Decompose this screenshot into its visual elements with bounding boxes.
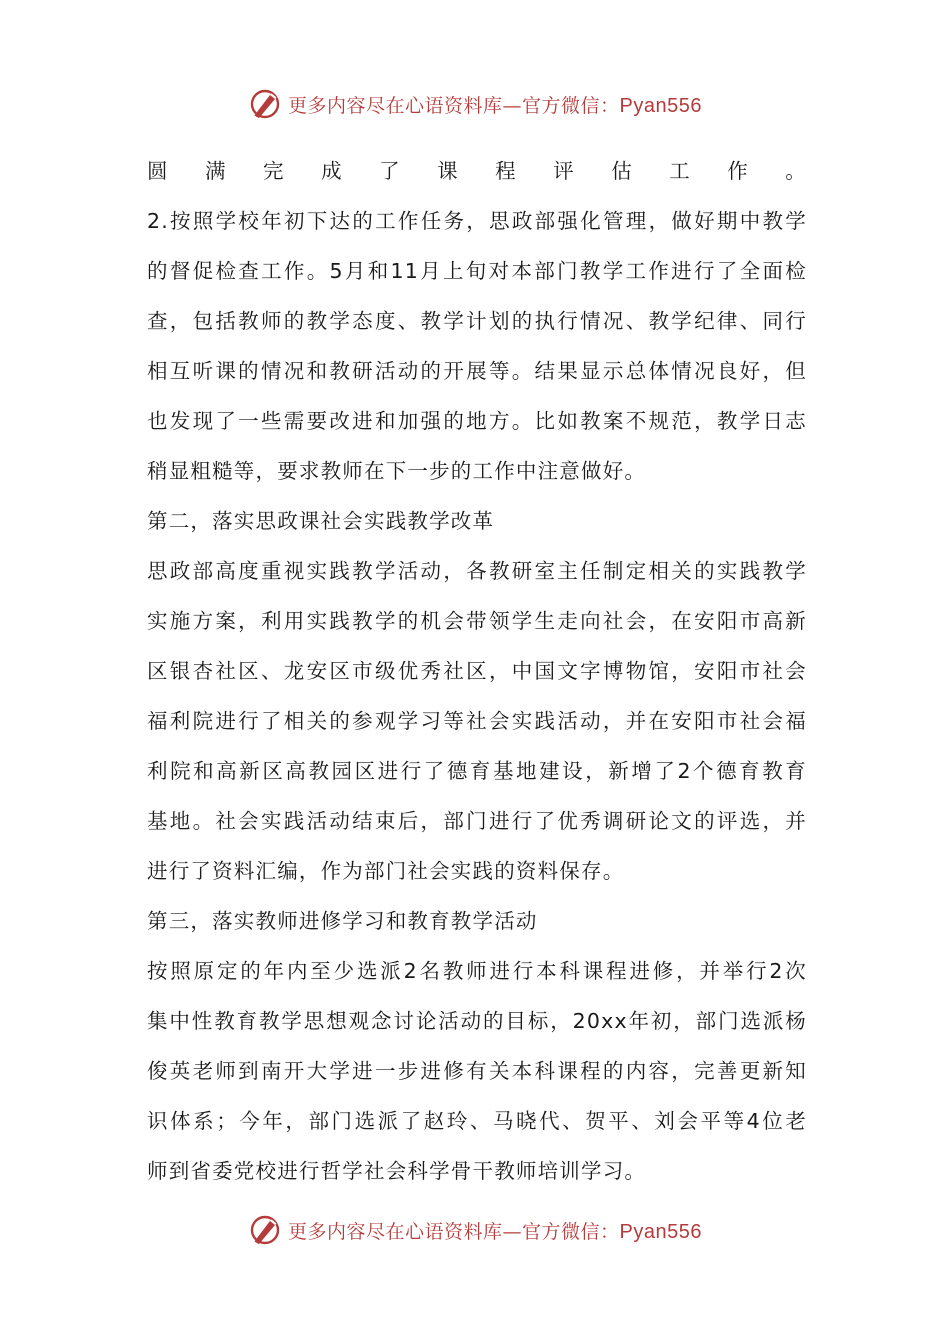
header-banner-label: 更多内容尽在心语资料库—官方微信： <box>288 94 620 117</box>
header-wechat-id: Pyan556 <box>619 94 702 117</box>
body-line: 识体系；今年，部门选派了赵玲、马晓代、贺平、刘会平等4位老 <box>147 1109 807 1133</box>
body-line: 集中性教育教学思想观念讨论活动的目标，20xx年初，部门选派杨 <box>147 1009 807 1033</box>
body-line: 俊英老师到南开大学进一步进修有关本科课程的内容，完善更新知 <box>147 1059 807 1083</box>
body-line: 稍显粗糙等，要求教师在下一步的工作中注意做好。 <box>147 459 647 483</box>
body-line: 的督促检查工作。5月和11月上旬对本部门教学工作进行了全面检 <box>147 259 807 283</box>
body-line: 相互听课的情况和教研活动的开展等。结果显示总体情况良好，但 <box>147 359 807 383</box>
body-line: 查，包括教师的教学态度、教学计划的执行情况、教学纪律、同行 <box>147 309 807 333</box>
body-line: 基地。社会实践活动结束后，部门进行了优秀调研论文的评选，并 <box>147 809 807 833</box>
footer-banner-label: 更多内容尽在心语资料库—官方微信： <box>288 1220 620 1243</box>
body-line: 按照原定的年内至少选派2名教师进行本科课程进修，并举行2次 <box>147 959 807 983</box>
footer-wechat-id: Pyan556 <box>619 1220 702 1243</box>
body-line: 利院和高新区高教园区进行了德育基地建设，新增了2个德育教育 <box>147 759 807 783</box>
body-line: 师到省委党校进行哲学社会科学骨干教师培训学习。 <box>147 1159 647 1183</box>
body-line: 也发现了一些需要改进和加强的地方。比如教案不规范，教学日志 <box>147 409 807 433</box>
body-line: 进行了资料汇编，作为部门社会实践的资料保存。 <box>147 859 625 883</box>
footer-banner <box>0 1210 950 1250</box>
body-line: 实施方案，利用实践教学的机会带领学生走向社会，在安阳市高新 <box>147 609 807 633</box>
body-line: 圆满完成了课程评估工作。 <box>147 159 807 183</box>
pen-logo-icon <box>248 1213 282 1247</box>
section-heading: 第三，落实教师进修学习和教育教学活动 <box>147 909 538 933</box>
body-line: 福利院进行了相关的参观学习等社会实践活动，并在安阳市社会福 <box>147 709 807 733</box>
body-line: 区银杏社区、龙安区市级优秀社区，中国文字博物馆，安阳市社会 <box>147 659 807 683</box>
body-line: 思政部高度重视实践教学活动，各教研室主任制定相关的实践教学 <box>147 559 807 583</box>
body-line: 2.按照学校年初下达的工作任务，思政部强化管理，做好期中教学 <box>147 209 807 233</box>
section-heading: 第二，落实思政课社会实践教学改革 <box>147 509 495 533</box>
header-banner <box>0 84 950 124</box>
header-banner-text <box>288 91 702 118</box>
footer-banner-text <box>288 1217 702 1244</box>
document-body <box>147 146 807 1196</box>
pen-logo-icon <box>248 87 282 121</box>
